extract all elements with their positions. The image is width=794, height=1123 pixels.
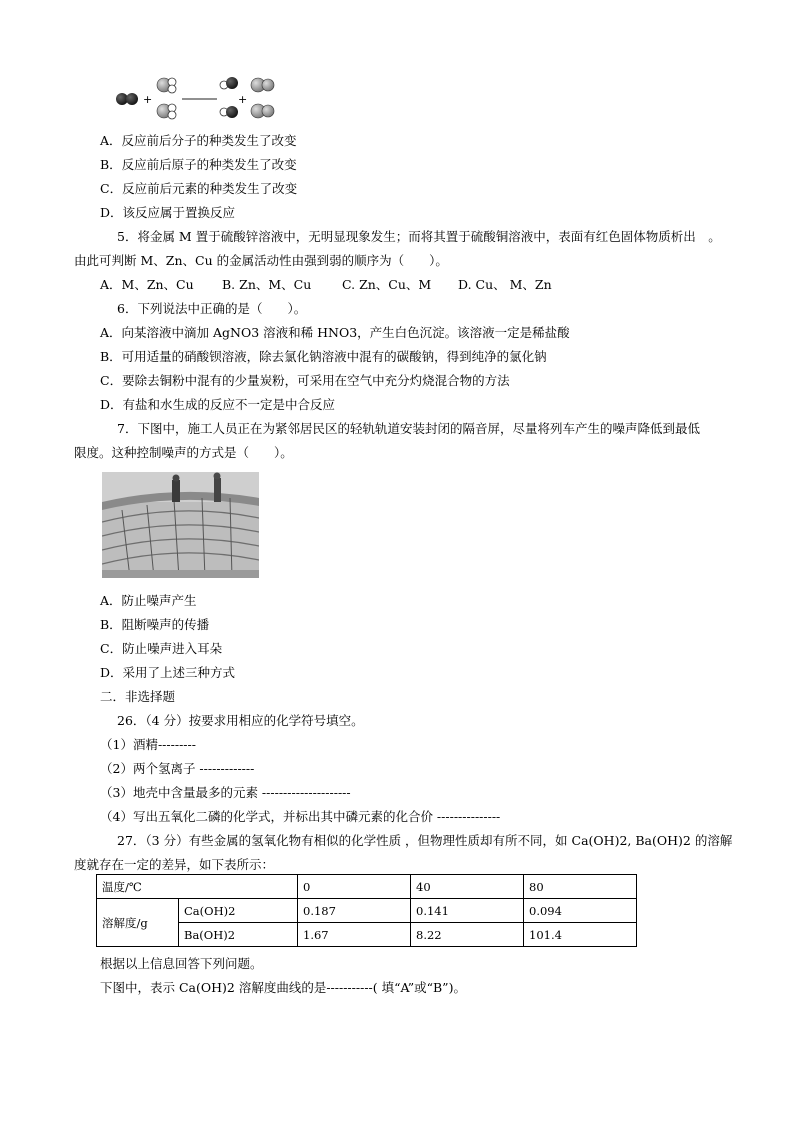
q5-option-a: A．M、Zn、Cu: [100, 277, 194, 292]
q26-item-2: （2）两个氢离子 -------------: [100, 761, 255, 776]
temp-cell: 0: [298, 875, 411, 899]
q6-option-d: D．有盐和水生成的反应不一定是中合反应: [100, 397, 336, 412]
q5-stem-line2: 由此可判断 M、Zn、Cu 的金属活动性由强到弱的顺序为（ ）。: [74, 253, 448, 268]
svg-text:+: +: [238, 93, 248, 106]
compound-cell: Ba(OH)2: [179, 923, 298, 947]
q26-item-3: （3）地壳中含量最多的元素 ---------------------: [100, 785, 351, 800]
q5-option-c: C. Zn、Cu、M: [342, 277, 432, 292]
section-heading: 二．非选择题: [100, 689, 176, 704]
q27-stem-line2: 度就存在一定的差异，如下表所示：: [74, 857, 275, 872]
q26-item-1: （1）酒精---------: [100, 737, 196, 752]
q4-option-d: D．该反应属于置换反应: [100, 205, 236, 220]
compound-cell: Ca(OH)2: [179, 899, 298, 923]
q4-option-c: C．反应前后元素的种类发生了改变: [100, 181, 298, 196]
reaction-molecule-figure: [112, 74, 277, 122]
q27-after-line1: 根据以上信息回答下列问题。: [100, 956, 263, 971]
q6-option-a: A．向某溶液中滴加 AgNO3 溶液和稀 HNO3，产生白色沉淀。该溶液一定是稀盐酸: [100, 325, 570, 340]
noise-barrier-photo: [102, 472, 259, 578]
q4-option-a: A．反应前后分子的种类发生了改变: [100, 133, 297, 148]
solubility-table: [96, 874, 637, 947]
temp-cell: 80: [524, 875, 637, 899]
q7-option-a: A．防止噪声产生: [100, 593, 197, 608]
q6-stem: 6．下列说法中正确的是（ ）。: [117, 301, 307, 316]
q7-option-b: B．阻断噪声的传播: [100, 617, 210, 632]
value-cell: 0.141: [411, 899, 524, 923]
q7-option-c: C．防止噪声进入耳朵: [100, 641, 223, 656]
value-cell: 101.4: [524, 923, 637, 947]
q26-item-4: （4）写出五氧化二磷的化学式，并标出其中磷元素的化合价 ---------------: [100, 809, 501, 824]
q6-option-c: C．要除去铜粉中混有的少量炭粉，可采用在空气中充分灼烧混合物的方法: [100, 373, 510, 388]
q7-stem-line2: 限度。这种控制噪声的方式是（ ）。: [74, 445, 293, 460]
table-row: [97, 899, 637, 923]
value-cell: 1.67: [298, 923, 411, 947]
q27-stem-line1: 27．（3 分）有些金属的氢氧化物有相似的化学性质 ，但物理性质却有所不同，如 Ca(OH)2, Ba(OH)2 的溶解: [117, 833, 733, 848]
q7-option-d: D．采用了上述三种方式: [100, 665, 236, 680]
value-cell: 8.22: [411, 923, 524, 947]
solubility-label-cell: 溶解度/g: [97, 899, 179, 947]
temp-cell: 40: [411, 875, 524, 899]
value-cell: 0.094: [524, 899, 637, 923]
q5-option-d: D. Cu、 M、Zn: [458, 277, 552, 292]
svg-text:+: +: [143, 93, 153, 106]
q6-option-b: B．可用适量的硝酸钡溶液，除去氯化钠溶液中混有的碳酸钠，得到纯净的氯化钠: [100, 349, 547, 364]
q5-stem-line1: 5．将金属 M 置于硫酸锌溶液中，无明显现象发生；而将其置于硫酸铜溶液中，表面有红色固体物质析出 。: [117, 229, 721, 244]
table-row: [97, 875, 637, 899]
q26-stem: 26．（4 分）按要求用相应的化学符号填空。: [117, 713, 364, 728]
q4-option-b: B．反应前后原子的种类发生了改变: [100, 157, 297, 172]
q7-stem-line1: 7．下图中，施工人员正在为紧邻居民区的轻轨轨道安装封闭的隔音屏，尽量将列车产生的噪声降低到最低: [117, 421, 700, 436]
temp-label-cell: 温度/℃: [97, 875, 298, 899]
q27-after-line2: 下图中，表示 Ca(OH)2 溶解度曲线的是-----------( 填“A”或“B”)。: [100, 980, 466, 995]
value-cell: 0.187: [298, 899, 411, 923]
q5-option-b: B. Zn、M、Cu: [222, 277, 312, 292]
